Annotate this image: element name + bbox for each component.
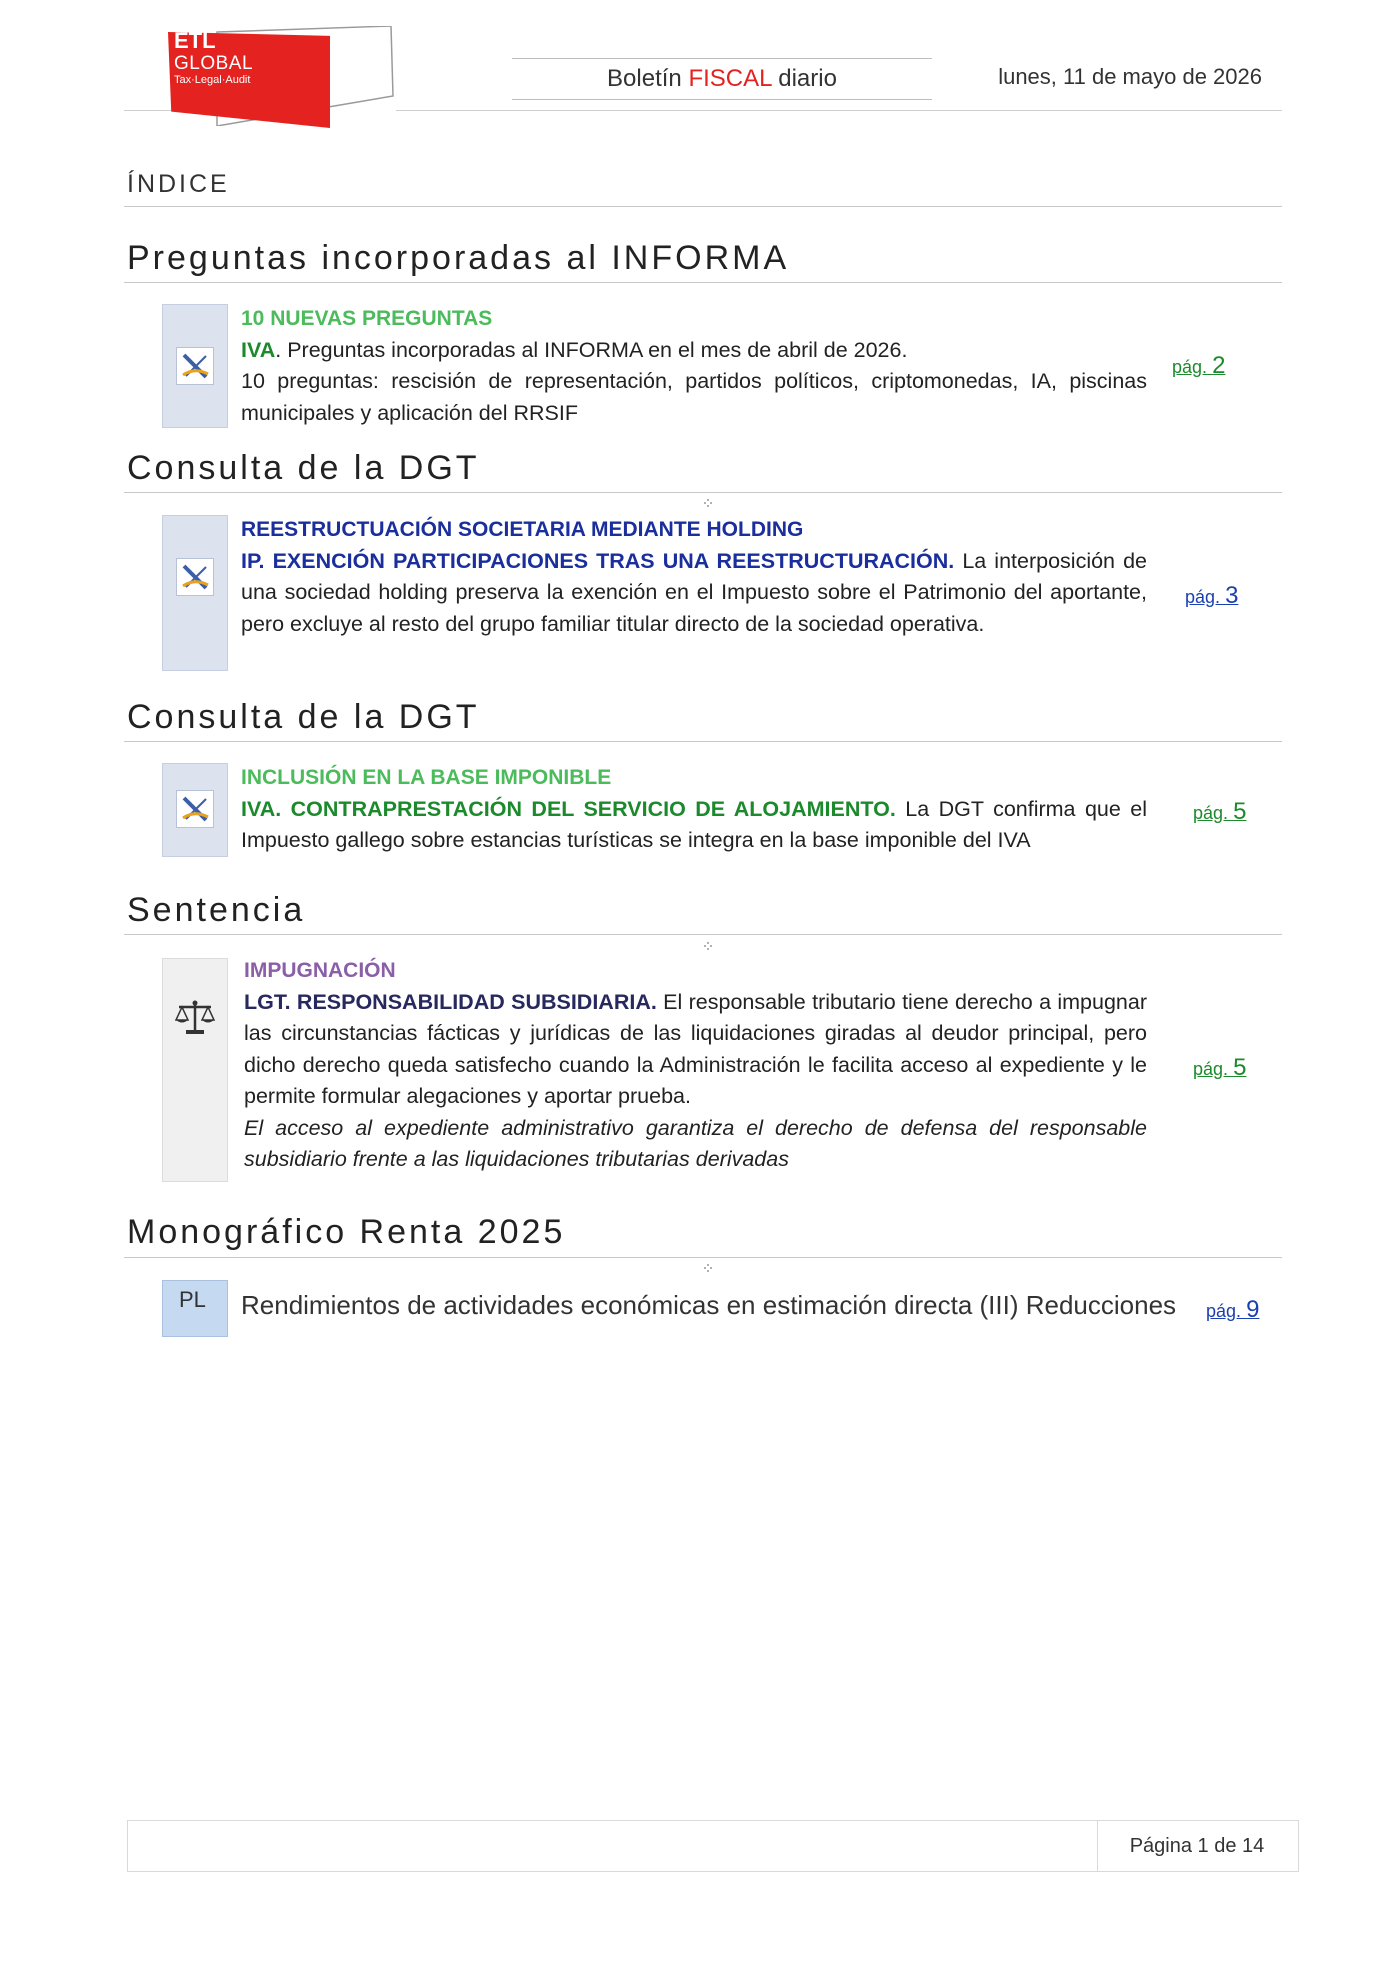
bulletin-title-suffix: diario	[771, 65, 837, 92]
bulletin-title-highlight: FISCAL	[688, 65, 772, 92]
move-handle-icon	[703, 498, 713, 508]
entry-monografico: Rendimientos de actividades económicas en estimación directa (III) Reducciones	[241, 1290, 1177, 1320]
bulletin-date: lunes, 11 de mayo de 2026	[998, 64, 1262, 89]
entry-alojamiento	[241, 762, 1147, 857]
entry-holding	[241, 514, 1147, 640]
page-link[interactable]	[1206, 1296, 1259, 1324]
page-link-label: pág.	[1185, 587, 1221, 607]
pl-badge: PL	[179, 1287, 206, 1312]
move-handle-icon	[703, 941, 713, 951]
move-handle-icon	[703, 1263, 713, 1273]
header-rule-right	[396, 110, 1282, 111]
bulletin-title	[512, 58, 932, 100]
section-rule	[124, 741, 1282, 742]
page-link-label: pág.	[1193, 803, 1229, 823]
section-rule	[124, 282, 1282, 283]
bulletin-title-prefix: Boletín	[607, 65, 689, 92]
entry-summary	[241, 335, 1147, 367]
section-title-dgt-2: Consulta de la DGT	[127, 698, 480, 736]
entry-informa	[241, 303, 1147, 429]
page-link-number: 2	[1212, 352, 1226, 379]
section-rule	[124, 492, 1282, 493]
section-title-sentencia: Sentencia	[127, 891, 306, 929]
aeat-logo-icon	[176, 790, 214, 828]
entry-kicker: INCLUSIÓN EN LA BASE IMPONIBLE	[241, 766, 612, 789]
logo-tagline: Tax·Legal·Audit	[174, 74, 251, 86]
logo-etl-text: ETL	[174, 28, 216, 53]
entry-icon-box	[162, 763, 228, 857]
entry-summary	[241, 546, 1147, 641]
section-rule	[124, 1257, 1282, 1258]
page-link-number: 9	[1246, 1296, 1260, 1323]
section-title-informa: Preguntas incorporadas al INFORMA	[127, 239, 790, 277]
entry-icon-box	[162, 515, 228, 671]
entry-detail: 10 preguntas: rescisión de representación, partidos políticos, criptomonedas, IA, piscinas municipales y aplicación del RRSIF	[241, 369, 1147, 425]
section-title-dgt-1: Consulta de la DGT	[127, 449, 480, 487]
entry-body: El responsable tributario tiene derecho a impugnar las circunstancias fácticas y jurídicas de las liquidaciones giradas al deudor principal, pero dicho derecho queda satisfecho cuando la Administración le facilita acceso al expediente y le permite formular alegaciones y aportar prueba.	[244, 989, 1147, 1108]
footer-page-number: Página 1 de 14	[1129, 1835, 1265, 1857]
entry-icon-box	[162, 958, 228, 1182]
index-rule	[124, 206, 1282, 207]
page-link[interactable]	[1172, 352, 1225, 380]
entry-kicker: 10 NUEVAS PREGUNTAS	[241, 307, 493, 330]
entry-detail: El acceso al expediente administrativo garantiza el derecho de defensa del responsable subsidiario frente a las liquidaciones tributarias derivadas	[244, 1115, 1147, 1171]
entry-lead: IVA	[241, 337, 276, 362]
page-link[interactable]	[1193, 798, 1246, 826]
entry-lead: LGT. RESPONSABILIDAD SUBSIDIARIA.	[244, 989, 657, 1014]
entry-kicker: IMPUGNACIÓN	[244, 959, 396, 982]
section-title-monografico: Monográfico Renta 2025	[127, 1213, 566, 1251]
entry-responsabilidad	[244, 955, 1147, 1176]
entry-kicker: REESTRUCTUACIÓN SOCIETARIA MEDIANTE HOLDING	[241, 518, 804, 541]
aeat-logo-icon	[176, 558, 214, 596]
aeat-logo-icon	[176, 347, 214, 385]
page-link-label: pág.	[1206, 1301, 1242, 1321]
page-link-label: pág.	[1193, 1059, 1229, 1079]
entry-badge-box	[162, 1280, 228, 1337]
entry-body: La interposición de una sociedad holding preserva la exención en el Impuesto sobre el Patrimonio del aportante, pero excluye al resto del grupo familiar titular directo de la sociedad operativa.	[241, 548, 1147, 636]
entry-summary	[244, 987, 1147, 1113]
entry-lead: IVA. CONTRAPRESTACIÓN DEL SERVICIO DE ALOJAMIENTO.	[241, 796, 896, 821]
section-rule	[124, 934, 1282, 935]
entry-summary	[241, 794, 1147, 857]
page-link-label: pág.	[1172, 357, 1208, 377]
index-heading: ÍNDICE	[127, 170, 230, 198]
logo-global-text: GLOBAL	[174, 53, 254, 74]
page-link-number: 3	[1225, 582, 1239, 609]
page-link-number: 5	[1233, 1054, 1247, 1081]
scale-icon	[173, 995, 217, 1039]
header-rule-left	[124, 110, 172, 111]
entry-icon-box	[162, 304, 228, 428]
page-link[interactable]	[1193, 1054, 1246, 1082]
entry-body: . Preguntas incorporadas al INFORMA en el mes de abril de 2026.	[275, 337, 908, 362]
page-link-number: 5	[1233, 798, 1247, 825]
entry-lead: IP. EXENCIÓN PARTICIPACIONES TRAS UNA REESTRUCTURACIÓN.	[241, 548, 955, 573]
page-link[interactable]	[1185, 582, 1238, 610]
entry-body: La DGT confirma que el Impuesto gallego sobre estancias turísticas se integra en la base imponible del IVA	[241, 796, 1147, 852]
